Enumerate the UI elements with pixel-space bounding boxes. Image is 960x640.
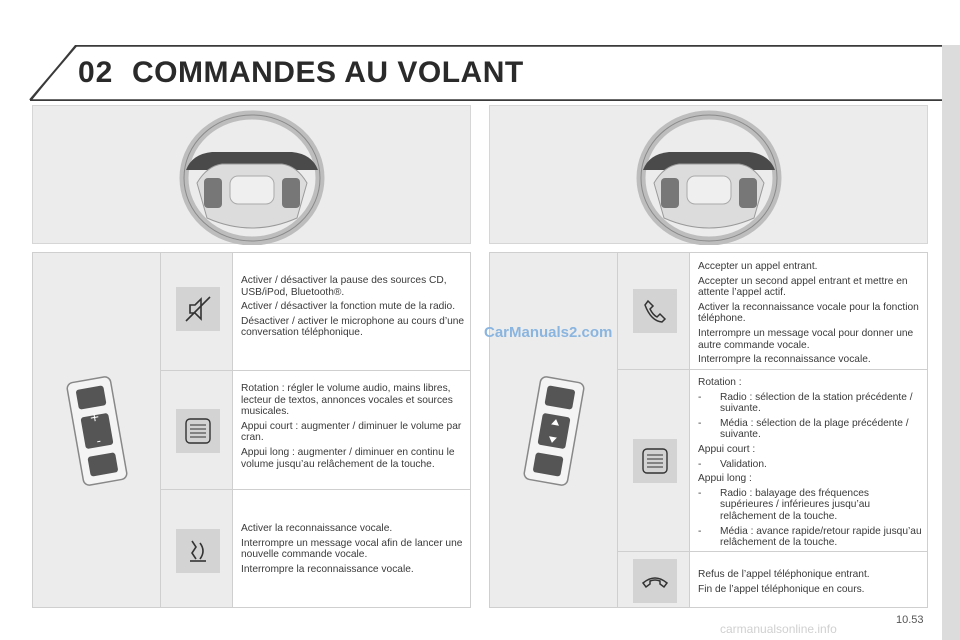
left-controls-table — [32, 252, 471, 608]
left-control-pad-cell — [33, 253, 161, 607]
phone-hangup-icon — [633, 559, 677, 603]
list-item: - Radio : balayage des fréquences supérieures / inférieures jusqu’au relâchement de la touche. — [698, 487, 871, 522]
thumbwheel-icon — [633, 439, 677, 483]
mute-icon — [176, 287, 220, 331]
steering-wheel-image-right — [489, 105, 928, 244]
chapter-number: 02 — [78, 56, 114, 89]
left-row1-text — [241, 275, 467, 342]
text-paragraph: Fin de l’appel téléphonique en cours. — [698, 583, 865, 595]
text-paragraph: Appui court : augmenter / diminuer le volume par cran. — [241, 420, 462, 444]
right-row1-text — [698, 261, 924, 369]
watermark-link[interactable]: CarManuals2.com — [484, 324, 613, 341]
text-paragraph: Interrompre un message vocal pour donner une autre commande vocale. — [698, 327, 914, 351]
thumbwheel-icon — [176, 409, 220, 453]
text-paragraph: Activer la reconnaissance vocale pour la fonction téléphone. — [698, 301, 919, 325]
steering-wheel-image-left — [32, 105, 471, 244]
text-paragraph: Rotation : régler le volume audio, mains libres, lecteur de textos, annonces vocales et sources musicales. — [241, 383, 453, 418]
footer-watermark: carmanualsonline.info — [720, 622, 837, 636]
right-control-pad-cell — [490, 253, 618, 607]
list-item: - Média : avance rapide/retour rapide jusqu’au relâchement de la touche. — [698, 525, 922, 549]
page-number: 10.53 — [896, 614, 924, 626]
list-item: - Validation. — [698, 458, 767, 470]
list-item: - Média : sélection de la plage précédente / suivante. — [698, 417, 909, 441]
right-control-pad-icon — [490, 253, 618, 607]
right-row3-text — [698, 569, 924, 598]
text-paragraph: Activer / désactiver la pause des sources CD, USB/iPod, Bluetooth®. — [241, 275, 447, 298]
text-paragraph: Accepter un second appel entrant et mettre en attente l’appel actif. — [698, 275, 908, 299]
text-paragraph: Refus de l’appel téléphonique entrant. — [698, 569, 870, 580]
left-control-pad-icon — [33, 253, 161, 607]
text-paragraph: Activer la reconnaissance vocale. — [241, 523, 393, 534]
text-paragraph: Appui long : augmenter / diminuer en continu le volume jusqu’au relâchement de la touche. — [241, 446, 455, 470]
steering-wheel-icon — [33, 106, 472, 245]
list-item: - Radio : sélection de la station précédente / suivante. — [698, 391, 913, 415]
text-paragraph: Appui long : — [698, 473, 752, 485]
svg-text:+: + — [88, 409, 101, 425]
page-title: COMMANDES AU VOLANT — [132, 56, 524, 89]
right-controls-table — [489, 252, 928, 608]
text-paragraph: Interrompre la reconnaissance vocale. — [698, 354, 871, 366]
voice-command-icon — [176, 529, 220, 573]
header-banner — [0, 0, 960, 110]
left-row2-text — [241, 383, 467, 473]
right-row2-text — [698, 377, 924, 552]
text-paragraph: Interrompre un message vocal afin de lancer une nouvelle commande vocale. — [241, 537, 463, 561]
text-paragraph: Accepter un appel entrant. — [698, 261, 818, 272]
text-paragraph: Rotation : — [698, 377, 742, 388]
svg-text:-: - — [95, 433, 103, 449]
side-tab — [942, 45, 960, 640]
left-row3-text — [241, 523, 467, 578]
text-paragraph: Activer / désactiver la fonction mute de la radio. — [241, 301, 456, 313]
text-paragraph: Désactiver / activer le microphone au cours d’une conversation téléphonique. — [241, 315, 465, 339]
steering-wheel-icon — [490, 106, 929, 245]
text-paragraph: Interrompre la reconnaissance vocale. — [241, 563, 414, 575]
text-paragraph: Appui court : — [698, 443, 756, 455]
phone-accept-icon — [633, 289, 677, 333]
